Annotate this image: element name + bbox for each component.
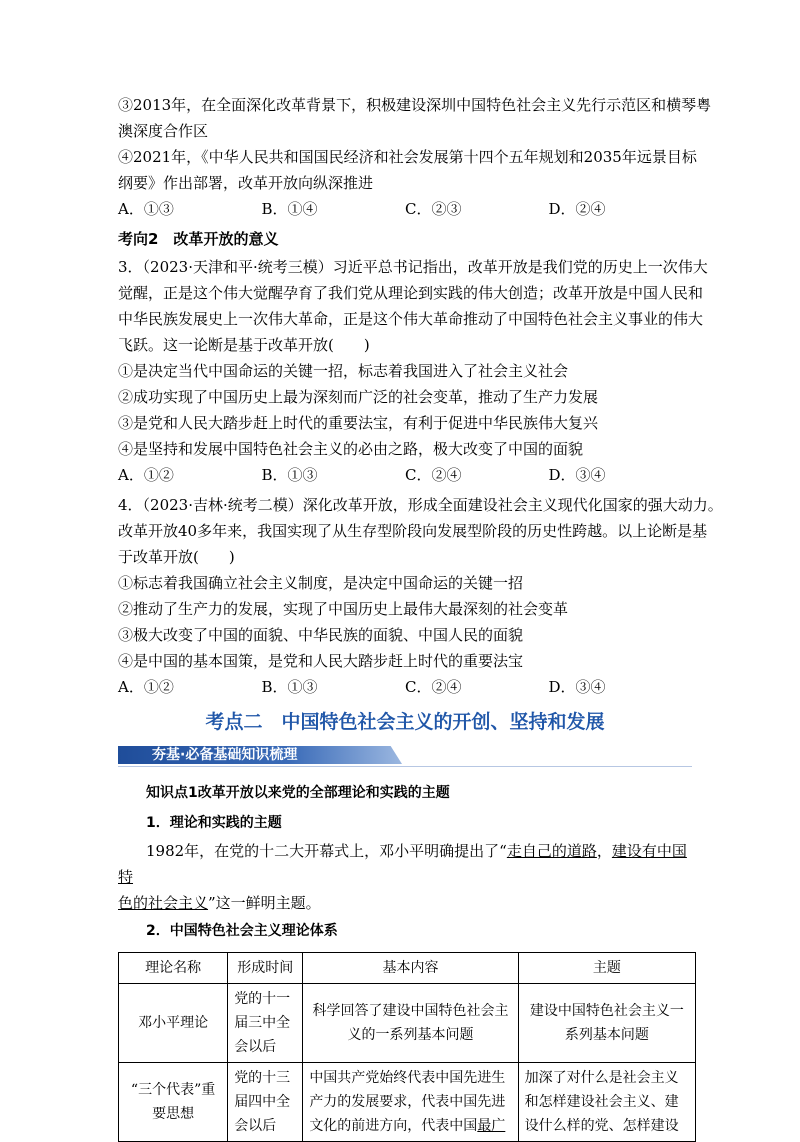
row2-content-underline: 最广 [477, 1118, 506, 1134]
q2-item4-line1: ④2021年，《中华人民共和国国民经济和社会发展第十四个五年规划和2035年远景目标 [118, 148, 697, 166]
q2-item4-line2: 纲要》作出部署，改革开放向纵深推进 [118, 174, 374, 192]
banner-text: 夯基·必备基础知识梳理 [152, 747, 298, 763]
table-row [119, 984, 696, 1063]
q3-option-d[interactable]: D．③④ [548, 466, 606, 484]
q2-item3-line2: 澳深度合作区 [118, 122, 209, 140]
knowledge-point-1: 知识点1改革开放以来党的全部理论和实践的主题 [146, 785, 450, 801]
table-header-theme: 主题 [518, 953, 695, 984]
q3-item-1: ①是决定当代中国命运的关键一招，标志着我国进入了社会主义社会 [118, 362, 569, 380]
q3-option-c[interactable]: C．②④ [405, 466, 462, 484]
subheading-2: 2．中国特色社会主义理论体系 [146, 923, 338, 939]
para1-underline-3: 色的社会主义 [118, 894, 209, 912]
banner-rule [118, 766, 692, 767]
section-title: 考点二 中国特色社会主义的开创、坚持和发展 [205, 711, 605, 733]
q4-stem-line2: 改革开放40多年来，我国实现了从生存型阶段向发展型阶段的历史性跨越。以上论断是基 [118, 522, 708, 540]
q4-options [118, 674, 692, 700]
subheading-1: 1．理论和实践的主题 [146, 815, 282, 831]
q3-options [118, 462, 692, 488]
row1-time: 党的十一届三中全会以后 [228, 984, 303, 1063]
table-header-name: 理论名称 [119, 953, 228, 984]
row2-content [303, 1063, 518, 1142]
q4-item-2: ②推动了生产力的发展，实现了中国历史上最伟大最深刻的社会变革 [118, 600, 569, 618]
q4-item-1: ①标志着我国确立社会主义制度，是决定中国命运的关键一招 [118, 574, 524, 592]
row2-content-text: 中国共产党始终代表中国先进生产力的发展要求，代表中国先进文化的前进方向，代表中国 [309, 1070, 506, 1134]
q2-option-c[interactable]: C．②③ [405, 200, 462, 218]
theory-table [118, 952, 696, 1142]
paragraph-1 [118, 838, 692, 916]
row1-theme: 建设中国特色社会主义一系列基本问题 [518, 984, 695, 1063]
q2-item3-line1: ③2013年，在全面深化改革背景下，积极建设深圳中国特色社会主义先行示范区和横琴粤 [118, 96, 712, 114]
q3-stem-line1: 3．（2023·天津和平·统考三模）习近平总书记指出，改革开放是我们党的历史上一次伟大 [118, 258, 708, 276]
para1-text-a: 1982年，在党的十二大开幕式上，邓小平明确提出了“ [146, 842, 507, 860]
q3-stem-line4: 飞跃。这一论断是基于改革开放( ) [118, 336, 370, 354]
q3-option-b[interactable]: B．①③ [261, 466, 318, 484]
q4-option-a[interactable]: A．①② [118, 678, 174, 696]
q2-option-a[interactable]: A．①③ [118, 200, 174, 218]
q4-stem-line1: 4．（2023·吉林·统考二模）深化改革开放，形成全面建设社会主义现代化国家的强大动力。 [118, 496, 723, 514]
q2-option-d[interactable]: D．②④ [548, 200, 606, 218]
section-banner [118, 742, 692, 768]
q4-option-c[interactable]: C．②④ [405, 678, 462, 696]
q3-item-4: ④是坚持和发展中国特色社会主义的必由之路，极大改变了中国的面貌 [118, 440, 584, 458]
row1-content: 科学回答了建设中国特色社会主义的一系列基本问题 [303, 984, 518, 1063]
q4-option-b[interactable]: B．①③ [261, 678, 318, 696]
direction2-heading: 考向2 改革开放的意义 [118, 230, 279, 248]
para1-underline-2: 建设有中国特 [118, 842, 687, 886]
q2-option-b[interactable]: B．①④ [261, 200, 318, 218]
q4-item-3: ③极大改变了中国的面貌、中华民族的面貌、中国人民的面貌 [118, 626, 524, 644]
table-header-time: 形成时间 [228, 953, 303, 984]
q3-stem-line2: 觉醒，正是这个伟大觉醒孕育了我们党从理论到实践的伟大创造；改革开放是中国人民和 [118, 284, 704, 302]
q4-item-4: ④是中国的基本国策，是党和人民大踏步赶上时代的重要法宝 [118, 652, 524, 670]
para1-underline-1: 走自己的道路 [506, 842, 597, 860]
table-header-row [119, 953, 696, 984]
row1-name: 邓小平理论 [119, 984, 228, 1063]
q4-option-d[interactable]: D．③④ [548, 678, 606, 696]
q3-item-3: ③是党和人民大踏步赶上时代的重要法宝，有利于促进中华民族伟大复兴 [118, 414, 599, 432]
row2-theme: 加深了对什么是社会主义和怎样建设社会主义、建设什么样的党、怎样建设 [518, 1063, 695, 1142]
para1-text-b: ， [596, 842, 612, 860]
q3-stem-line3: 中华民族发展史上一次伟大革命，正是这个伟大革命推动了中国特色社会主义事业的伟大 [118, 310, 704, 328]
q3-item-2: ②成功实现了中国历史上最为深刻而广泛的社会变革，推动了生产力发展 [118, 388, 599, 406]
q4-stem-line3: 于改革开放( ) [118, 548, 235, 566]
row2-time: 党的十三届四中全会以后 [228, 1063, 303, 1142]
para1-text-c: ”这一鲜明主题。 [208, 894, 321, 912]
row2-name: “三个代表”重要思想 [119, 1063, 228, 1142]
table-row [119, 1063, 696, 1142]
document-page [118, 92, 723, 1142]
q2-options [118, 196, 692, 222]
q3-option-a[interactable]: A．①② [118, 466, 174, 484]
table-header-content: 基本内容 [303, 953, 518, 984]
